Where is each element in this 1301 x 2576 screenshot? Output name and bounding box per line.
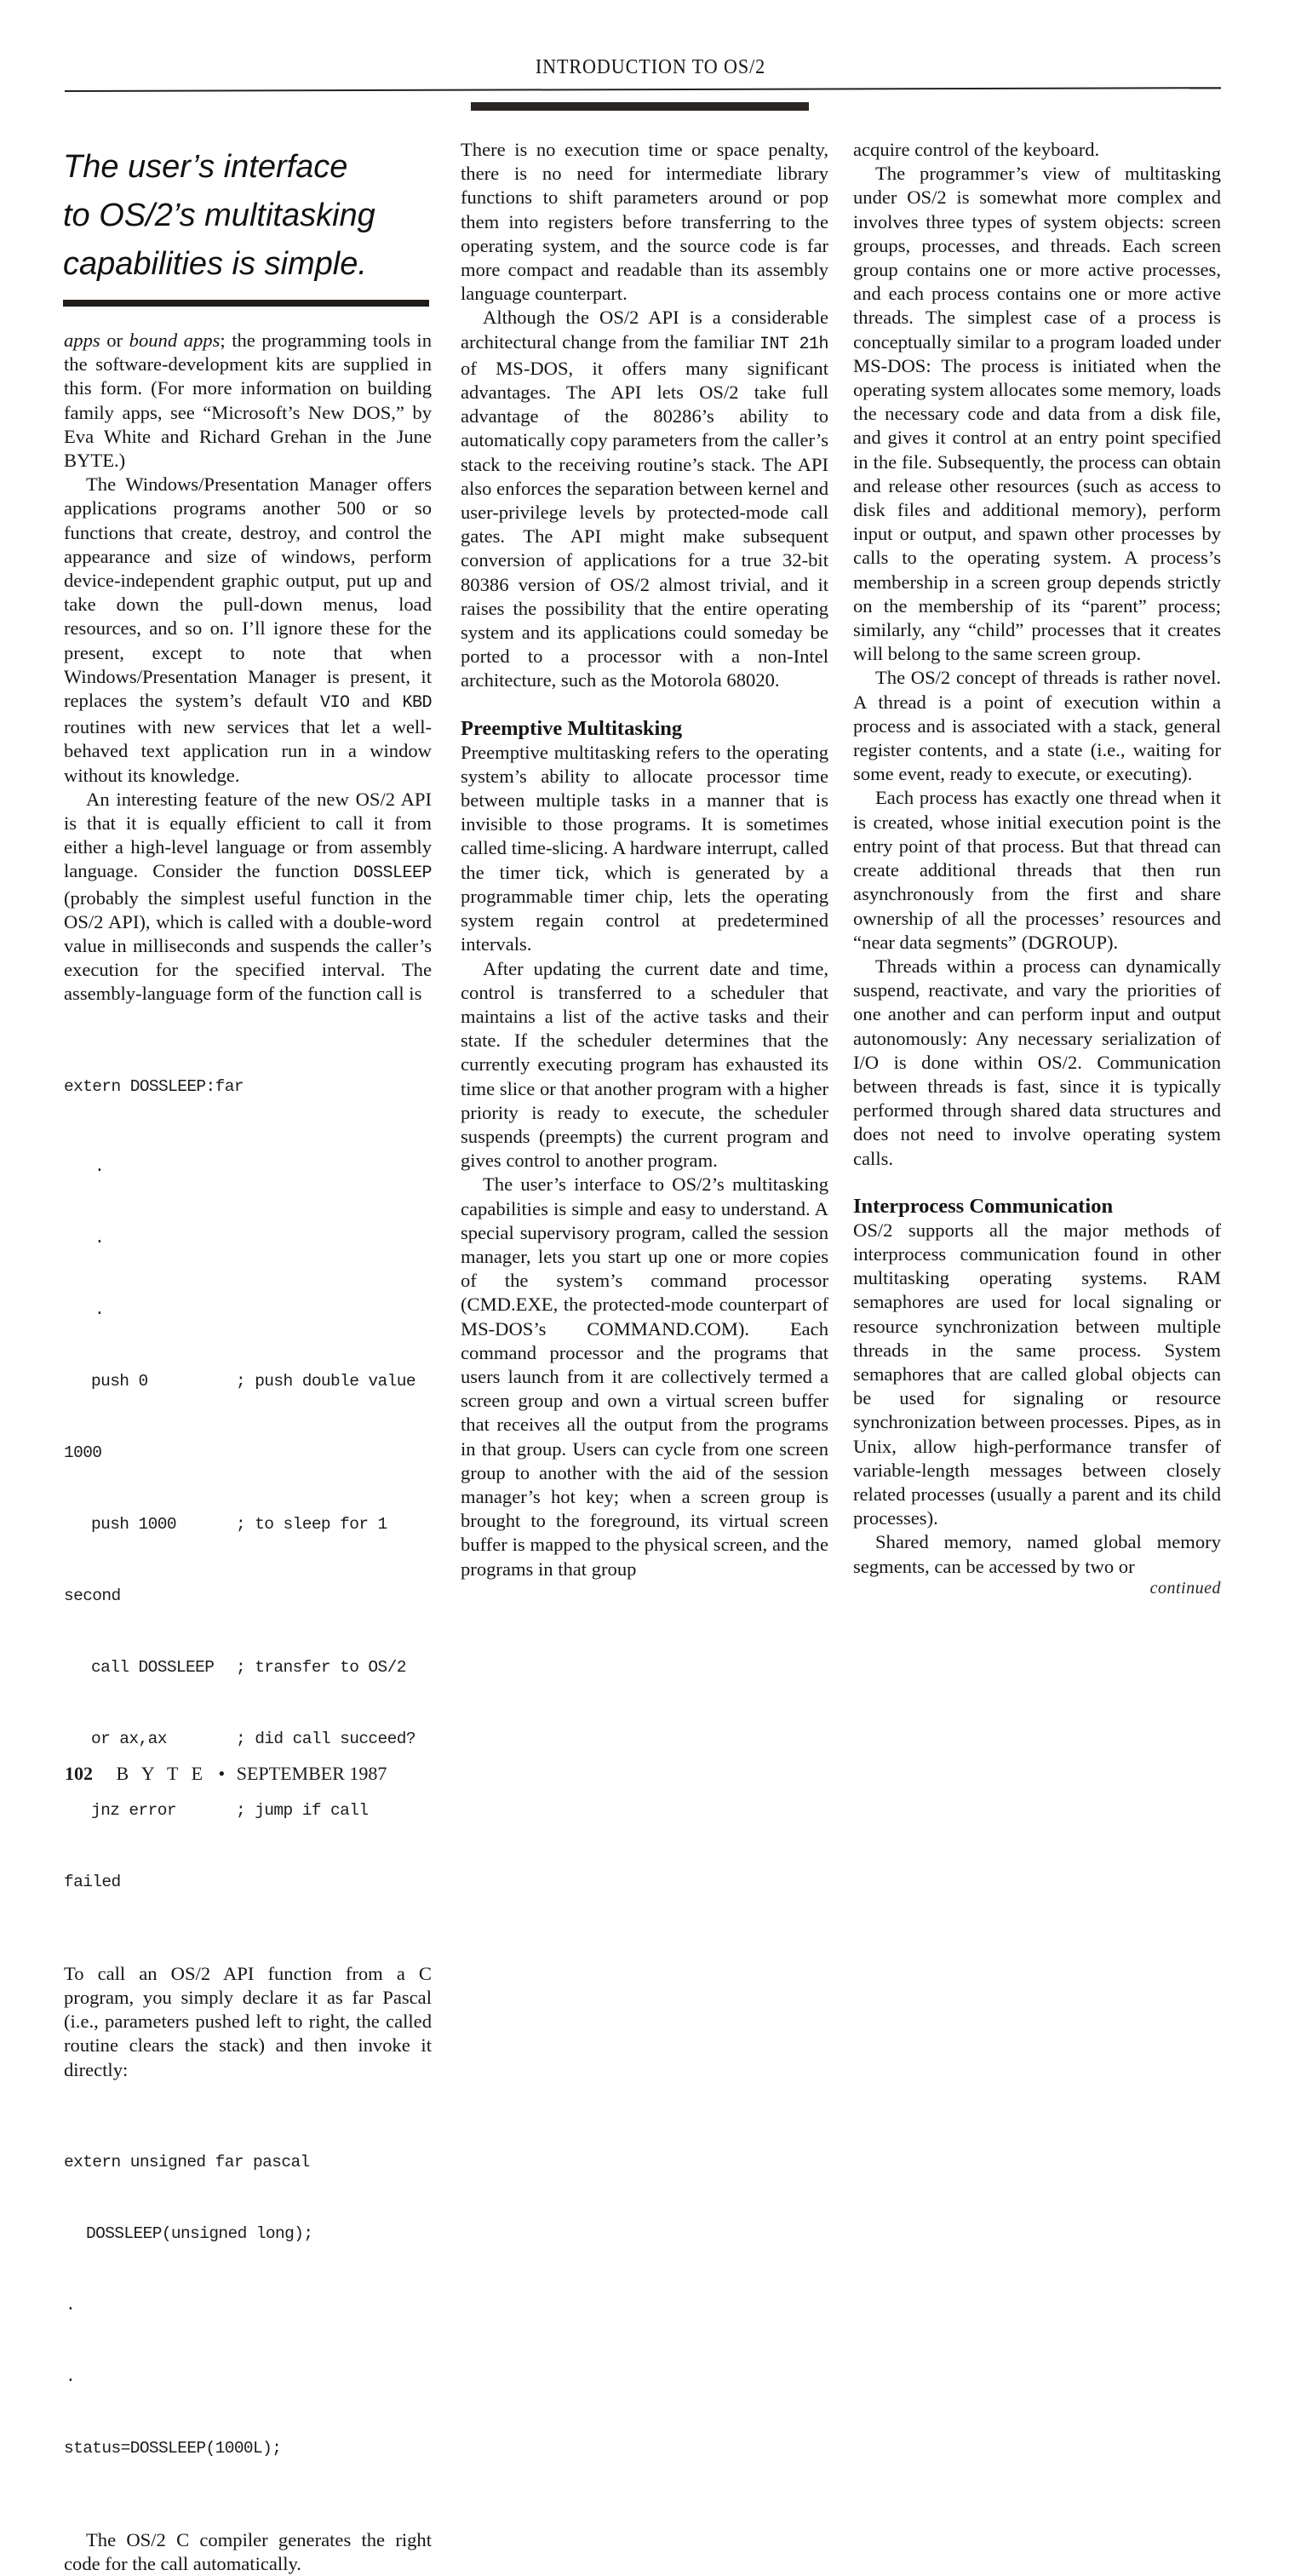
inline-code: KBD	[402, 693, 432, 714]
paragraph: Each process has exactly one thread when it is created, whose initial execution point is the entry point of that process. But that thread can create additional threads that then run asynchronously from the first and share ownership of all the processes’ resources and “near data segments” (DGROUP).	[853, 787, 1221, 953]
text-run: of MS-DOS, it offers many significant advantages. The API lets OS/2 take full advantage of the 80286’s ability to automatically copy parameters from the caller’s stack to the receiving routine’s stack. The API also enforces the separation between kernel and user-privilege levels by protected-mode call gates. The API might make subsequent conversion of applications for a true 32-bit 80386 version of OS/2 almost trivial, and it raises the possibility that the entire operating system and its applications could someday be ported to a processor with a non-Intel architecture, such as the Motorola 68020.	[461, 357, 828, 691]
paragraph	[461, 306, 828, 692]
code-row	[64, 1369, 432, 1393]
ellipsis-dot: .	[66, 2367, 76, 2386]
code-comment: ; jump if call	[236, 1800, 369, 1820]
code-instruction: jnz error	[91, 1800, 176, 1820]
ellipsis-dot: .	[66, 2295, 76, 2315]
paragraph: The OS/2 C compiler generates the right code for the call automatically.	[64, 2528, 432, 2574]
pull-quote-line: capabilities is simple.	[63, 246, 367, 282]
text-run: The Windows/Presentation Manager offers applications programs another 500 or so functions that create, destroy, and control the appearance and size of windows, perform device-independent graphic output, put up and take down the pull-down menus, load resources, and so on. I’ll ignore these for the present, except to note that when Windows/Presentation Manager is present, it replaces the system’s default	[64, 473, 432, 712]
code-comment: ; transfer to OS/2	[236, 1657, 406, 1677]
paragraph: The programmer’s view of multitasking under OS/2 is somewhat more complex and involves three types of system objects: screen groups, processes, and threads. Each screen group contains one or more active processes, and each process contains one or more active threads. The simplest case of a process is conceptually similar to a program loaded under MS-DOS: The process is initiated when the operating system allocates some memory, loads the necessary code and data from a disk file, and gives it control at an entry point specified in the file. Subsequently, the process can obtain and release other resources (such as access to disk files and additional memory), perform input or output, and spawn other processes by calls to the operating system. A process’s membership in a screen group depends strictly on the membership of its “parent” process; similarly, any “child” processes that it creates will belong to the same screen group.	[853, 163, 1221, 665]
column-right	[853, 138, 1221, 1598]
text-run: (probably the simplest useful function in the OS/2 API), which is called with a double-word value in milliseconds and suspends the caller’s execution for the specified interval. The assembly-language form of the function call is	[64, 886, 432, 1005]
ellipsis-dot: .	[95, 1299, 105, 1319]
pull-quote	[63, 143, 438, 289]
footer-separator: •	[218, 1763, 226, 1784]
code-comment-continuation: failed	[64, 1872, 121, 1891]
code-row	[64, 1799, 432, 1822]
paragraph: acquire control of the keyboard.	[853, 139, 1100, 160]
inline-code: VIO	[319, 693, 350, 714]
paragraph: Preemptive multitasking refers to the operating system’s ability to allocate processor time between multiple tasks in a manner that is invisible to those programs. It is sometimes called time-slicing. A hardware interrupt, called the timer tick, which is generated by a programmable timer chip, lets the operating system regain control at predetermined intervals.	[461, 741, 828, 955]
column-middle	[461, 138, 828, 1581]
assembly-listing	[64, 1027, 432, 1942]
code-row	[64, 1512, 432, 1536]
paragraph: The OS/2 concept of threads is rather novel. A thread is a point of execution within a process and is associated with a stack, general register contents, and a state (i.e., waiting for some event, ready to execute, or executing).	[853, 667, 1221, 785]
code-instruction: or ax,ax	[91, 1729, 167, 1748]
code-row	[64, 1727, 432, 1751]
text-run: ; the programming tools in the software-development kits are supplied in this form. (For more information on building family apps, see “Microsoft’s New DOS,” by Eva White and Richard Grehan in the June BYTE.)	[64, 330, 432, 472]
code-comment: ; did call succeed?	[236, 1729, 416, 1748]
paragraph	[64, 329, 432, 473]
paragraph	[64, 788, 432, 1007]
code-line: status=DOSSLEEP(1000L);	[64, 2438, 282, 2458]
issue-date: SEPTEMBER 1987	[236, 1763, 387, 1784]
code-comment: ; push double value	[236, 1371, 416, 1391]
code-row	[64, 1655, 432, 1679]
continued-marker: continued	[1149, 1578, 1221, 1598]
pull-quote-line: The user’s interface	[63, 149, 348, 185]
text-run: and	[349, 690, 403, 712]
paragraph: Threads within a process can dynamically suspend, reactivate, and vary the priorities of one another and can perform input and output autonomously: Any necessary serialization of I/O is done within OS/2. Communication between threads is fast, since it is typically performed through shared data structures and does not need to involve operating system calls.	[853, 955, 1221, 1169]
inline-code: DOSSLEEP	[352, 863, 432, 884]
paragraph: After updating the current date and time, control is transferred to a scheduler that maintains a list of the active tasks and their state. If the scheduler determines that the currently executing program has exhausted its time slice or that another program with a higher priority is ready to execute, the scheduler suspends (preempts) the current program and gives control to another program.	[461, 957, 828, 1172]
section-heading: Interprocess Communication	[853, 1194, 1114, 1218]
text-run: An interesting feature of the new OS/2 API is that it is equally efficient to call it from either a high-level language or from assembly language. Consider the function	[64, 788, 432, 882]
section-heading: Preemptive Multitasking	[461, 716, 683, 740]
code-comment-continuation: 1000	[64, 1443, 102, 1462]
code-comment-continuation: second	[64, 1586, 121, 1605]
ellipsis-dot: .	[95, 1156, 105, 1176]
header-center-bar	[471, 102, 809, 111]
pull-quote-rule	[63, 300, 429, 307]
text-run: Although the OS/2 API is a considerable architectural change from the familiar	[461, 307, 828, 353]
paragraph: Shared memory, named global memory segments, can be accessed by two or	[853, 1531, 1221, 1577]
running-head: INTRODUCTION TO OS/2	[535, 56, 766, 78]
code-instruction: call DOSSLEEP	[91, 1657, 215, 1677]
column-left	[64, 329, 432, 2576]
magazine-name: B Y T E	[116, 1763, 208, 1784]
code-instruction: push 1000	[91, 1514, 176, 1534]
code-comment: ; to sleep for 1	[236, 1514, 387, 1534]
paragraph: To call an OS/2 API function from a C program, you simply declare it as far Pascal (i.e., parameters pushed left to right, the called routine clears the stack) and then invoke it directly:	[64, 1962, 432, 2080]
text-run: or	[100, 330, 129, 351]
pull-quote-line: to OS/2’s multitasking	[63, 198, 375, 233]
inline-code: INT 21h	[759, 334, 829, 354]
italic-term: bound apps	[129, 330, 221, 351]
c-listing	[64, 2103, 432, 2508]
code-instruction: push 0	[91, 1371, 148, 1391]
page-footer	[65, 1763, 387, 1785]
paragraph: There is no execution time or space penalty, there is no need for intermediate library functions to shift parameters around or pop them into registers before transferring to the operating system, and the source code is far more compact and readable than its assembly language counterpart.	[461, 139, 828, 305]
code-line: extern unsigned far pascal	[64, 2152, 310, 2172]
code-line: extern DOSSLEEP:far	[64, 1076, 244, 1096]
text-run: routines with new services that let a well-behaved text application run in a window without its knowledge.	[64, 716, 432, 786]
paragraph: OS/2 supports all the major methods of interprocess communication found in other multitasking operating systems. RAM semaphores are used for local signaling or resource synchronization between multiple threads in the same process. System semaphores that are called global objects can be used for signaling or resource synchronization between processes. Pipes, as in Unix, allow high-performance transfer of variable-length messages between closely related processes (usually a parent and its child processes).	[853, 1219, 1221, 1529]
ellipsis-dot: .	[95, 1228, 105, 1248]
italic-term: apps	[64, 330, 100, 351]
code-line: DOSSLEEP(unsigned long);	[86, 2223, 313, 2243]
paragraph: The user’s interface to OS/2’s multitasking capabilities is simple and easy to understand. A special supervisory program, called the session manager, lets you start up one or more copies of the system’s command processor (CMD.EXE, the protected-mode counterpart of MS-DOS’s COMMAND.COM). Each command processor and the programs that users launch from it are collectively termed a screen group and own a virtual screen buffer that receives all the output from the programs in that group. Users can cycle from one screen group to another with the aid of the session manager’s hot key; when a screen group is brought to the foreground, its virtual screen buffer is mapped to the physical screen, and the programs in that group	[461, 1173, 828, 1580]
paragraph	[64, 473, 432, 788]
header-rule	[65, 87, 1221, 92]
page-number: 102	[65, 1763, 93, 1784]
